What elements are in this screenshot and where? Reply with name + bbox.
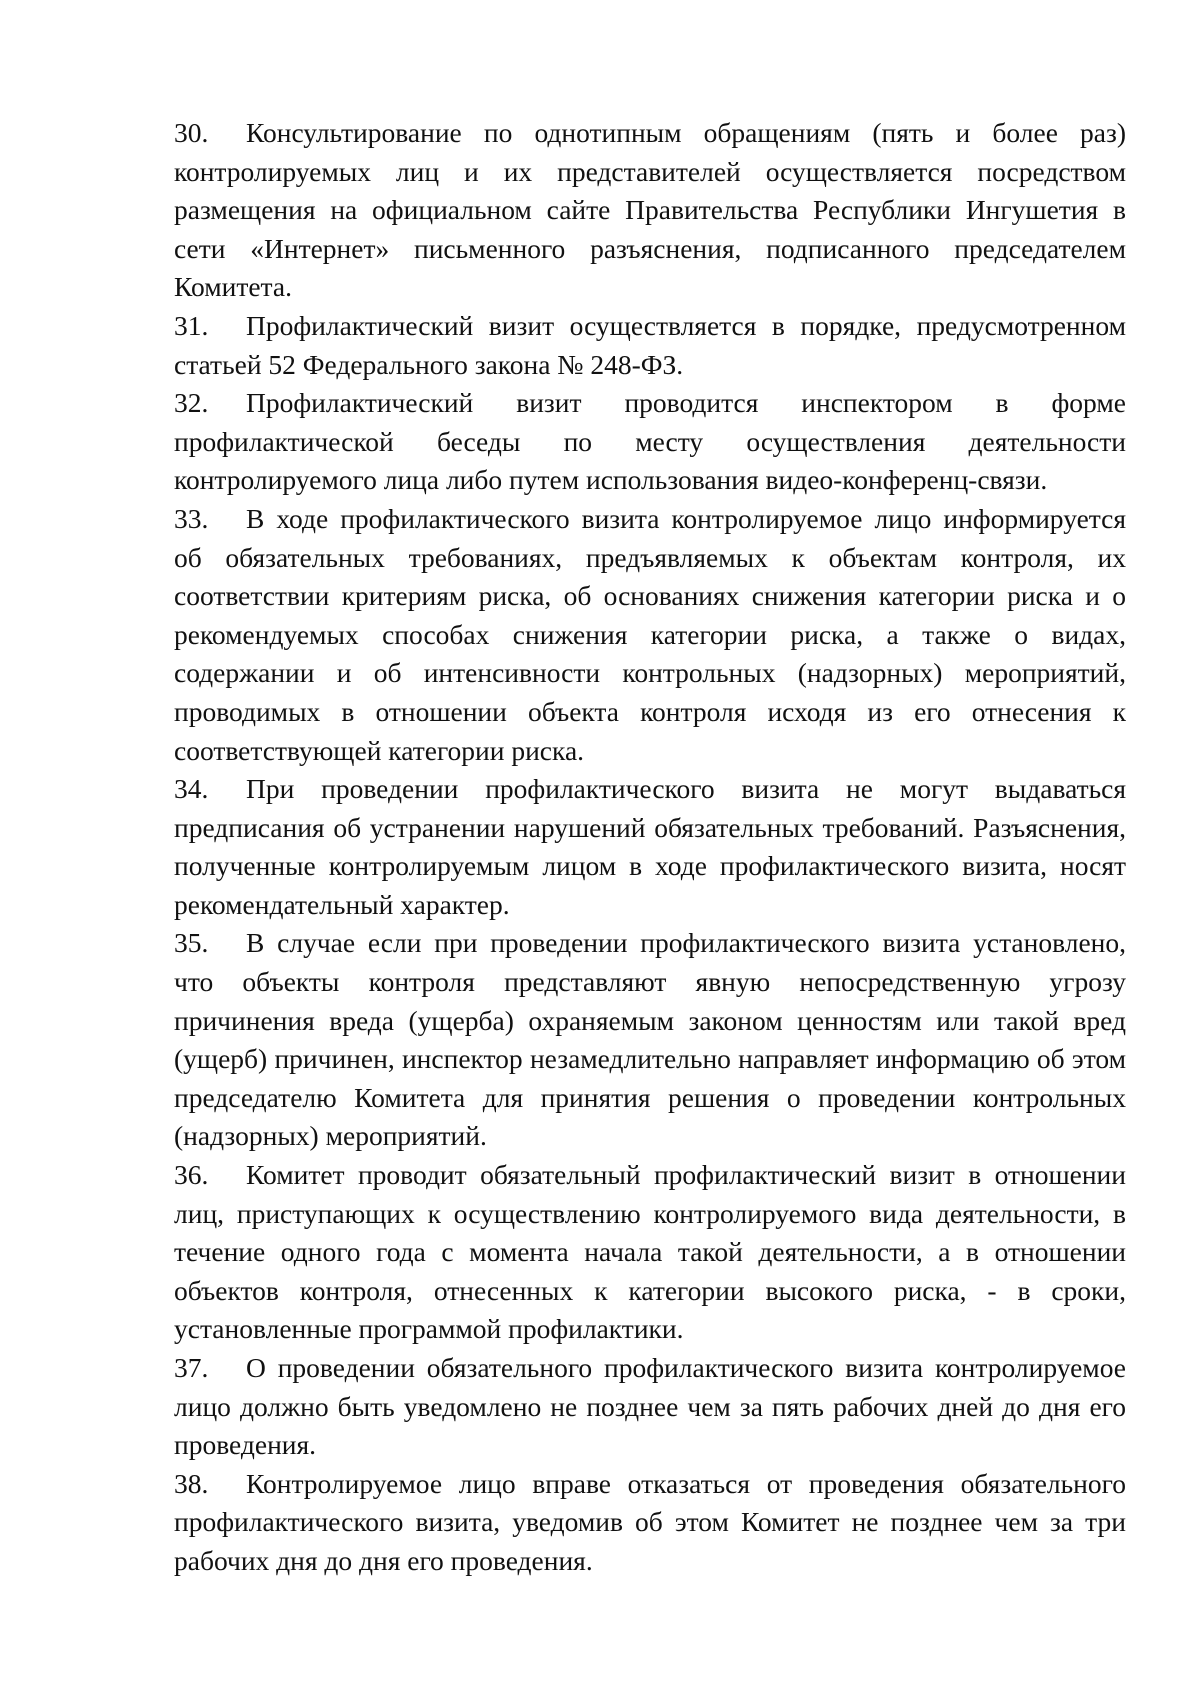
paragraph-31 bbox=[174, 307, 1126, 384]
paragraph-text: Профилактический визит проводится инспектором в форме профилактической беседы по месту осуществления деятельности контролируемого лица либо путем использования видео-конференц-связи. bbox=[174, 387, 1126, 496]
paragraph-number: 38. bbox=[174, 1467, 209, 1499]
paragraph-text: В ходе профилактического визита контролируемое лицо информируется об обязательных требованиях, предъявляемых к объектам контроля, их соответствии критериям риска, об основаниях снижения категории риска и о рекомендуемых способах снижения категории риска, а также о видах, содержании и об интенсивности контрольных (надзорных) мероприятий, проводимых в отношении объекта контроля исходя из его отнесения к соответствующей категории риска. bbox=[174, 502, 1126, 766]
paragraph-38 bbox=[174, 1465, 1126, 1581]
paragraph-number: 32. bbox=[174, 387, 209, 419]
paragraph-number: 37. bbox=[174, 1352, 209, 1383]
paragraph-number: 35. bbox=[174, 927, 209, 959]
paragraph-text: При проведении профилактического визита не могут выдаваться предписания об устранении нарушений обязательных требований. Разъяснения, полученные контролируемым лицом в ходе профилактического визита, носят рекомендательный характер. bbox=[174, 773, 1126, 920]
document-page bbox=[174, 114, 1126, 1581]
paragraph-number: 30. bbox=[174, 117, 209, 148]
paragraph-number: 33. bbox=[174, 502, 209, 534]
paragraph-33 bbox=[174, 500, 1126, 770]
paragraph-30 bbox=[174, 114, 1126, 307]
paragraph-number: 31. bbox=[174, 309, 209, 341]
paragraph-35 bbox=[174, 924, 1126, 1156]
paragraph-36 bbox=[174, 1156, 1126, 1349]
paragraph-text: О проведении обязательного профилактического визита контролируемое лицо должно быть уведомлено не позднее чем за пять рабочих дней до дня его проведения. bbox=[174, 1352, 1126, 1461]
paragraph-number: 36. bbox=[174, 1159, 209, 1191]
paragraph-32 bbox=[174, 384, 1126, 500]
paragraph-text: Комитет проводит обязательный профилактический визит в отношении лиц, приступающих к осуществлению контролируемого вида деятельности, в течение одного года с момента начала такой деятельности, а в отношении объектов контроля, отнесенных к категории высокого риска, - в сроки, установленные программой профилактики. bbox=[174, 1159, 1126, 1345]
paragraph-text: Контролируемое лицо вправе отказаться от проведения обязательного профилактического визита, уведомив об этом Комитет не позднее чем за три рабочих дня до дня его проведения. bbox=[174, 1467, 1126, 1576]
paragraph-text: Профилактический визит осуществляется в порядке, предусмотренном статьей 52 Федерального закона № 248-ФЗ. bbox=[174, 309, 1126, 380]
paragraph-text: В случае если при проведении профилактического визита установлено, что объекты контроля представляют явную непосредственную угрозу причинения вреда (ущерба) охраняемым законом ценностям или такой вред (ущерб) причинен, инспектор незамедлительно направляет информацию об этом председателю Комитета для принятия решения о проведении контрольных (надзорных) мероприятий. bbox=[174, 927, 1126, 1152]
paragraph-number: 34. bbox=[174, 773, 209, 805]
paragraph-text: Консультирование по однотипным обращениям (пять и более раз) контролируемых лиц и их представителей осуществляется посредством размещения на официальном сайте Правительства Республики Ингушетия в сети «Интернет» письменного разъяснения, подписанного председателем Комитета. bbox=[174, 117, 1126, 303]
paragraph-37 bbox=[174, 1349, 1126, 1465]
paragraph-34 bbox=[174, 770, 1126, 924]
